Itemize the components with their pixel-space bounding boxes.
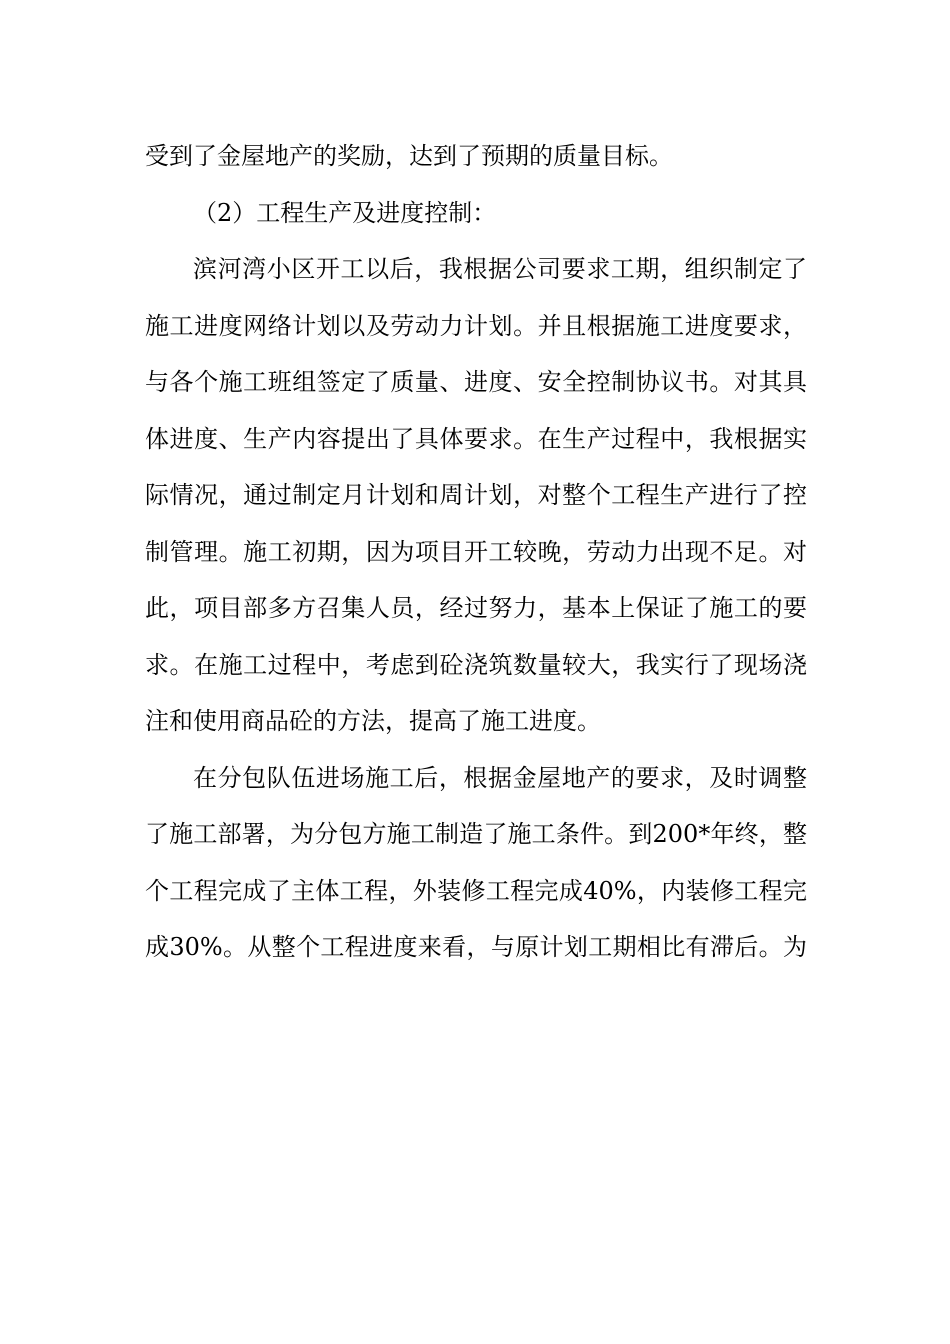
paragraph-line: 在分包队伍进场施工后，根据金屋地产的要求，及时调整 (193, 763, 807, 792)
body-text (145, 128, 807, 976)
paragraph-line: 际情况，通过制定月计划和周计划，对整个工程生产进行了控 (145, 481, 807, 509)
paragraph-line: 求。在施工过程中，考虑到砼浇筑数量较大，我实行了现场浇 (145, 650, 807, 679)
paragraph-line: 受到了金屋地产的奖励，达到了预期的质量目标。 (145, 142, 673, 170)
paragraph-line: 了施工部署，为分包方施工制造了施工条件。到200*年终，整 (145, 820, 807, 848)
paragraph-line: 个工程完成了主体工程，外装修工程完成40%，内装修工程完 (145, 876, 807, 905)
paragraph-line: 此，项目部多方召集人员，经过努力，基本上保证了施工的要 (145, 594, 807, 622)
section-heading: （2）工程生产及进度控制： (193, 198, 497, 227)
paragraph-line: 制管理。施工初期，因为项目开工较晚，劳动力出现不足。对 (145, 537, 807, 566)
paragraph-line: 体进度、生产内容提出了具体要求。在生产过程中，我根据实 (145, 424, 807, 453)
paragraph-line: 成30%。从整个工程进度来看，与原计划工期相比有滞后。为 (145, 933, 807, 961)
paragraph-line: 与各个施工班组签定了质量、进度、安全控制协议书。对其具 (145, 368, 807, 396)
paragraph-line: 滨河湾小区开工以后，我根据公司要求工期，组织制定了 (193, 255, 807, 283)
paragraph-line: 施工进度网络计划以及劳动力计划。并且根据施工进度要求， (145, 311, 807, 340)
paragraph-line: 注和使用商品砼的方法，提高了施工进度。 (145, 707, 601, 735)
